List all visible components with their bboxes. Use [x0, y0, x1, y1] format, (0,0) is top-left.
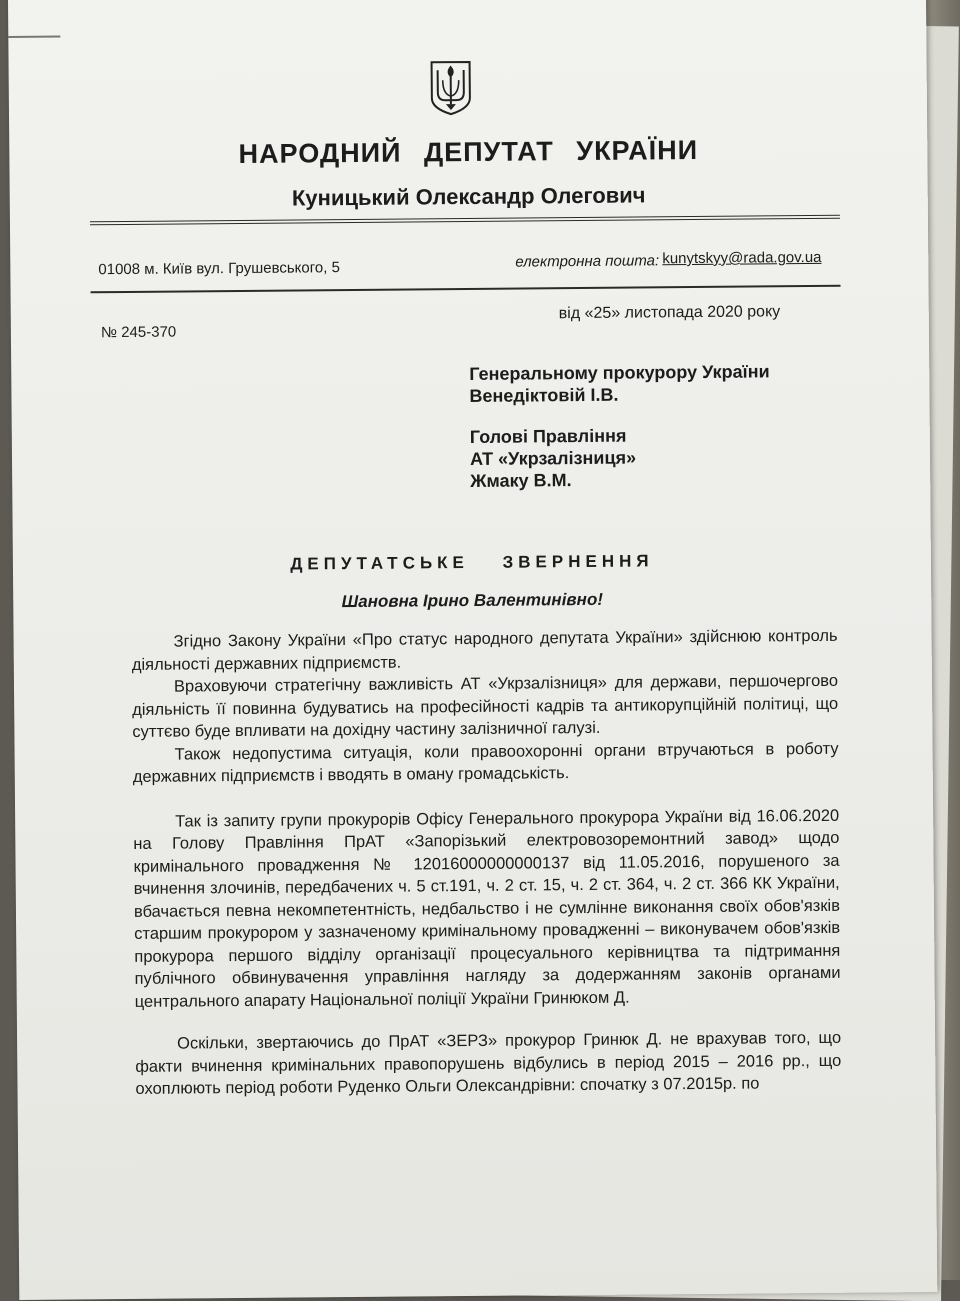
body-paragraph: Згідно Закону України «Про статус народного депутата України» здійснюю контроль діяльності державних підприємств. [131, 626, 838, 674]
recipient-line: Венедіктовій І.В. [469, 384, 619, 406]
recipients-block [469, 360, 770, 492]
body-paragraph: Так із запиту групи прокурорів Офісу Генерального прокурора України від 16.06.2020 на Голову Правління ПрАТ «Запорізький електровозоремонтний завод» щодо кримінального провадження № 12016000000000137 від 11.05.2016, порушеного за вчинення злочинів, передбачених ч. 5 ст.191, ч. 2 ст. 15, ч. 2 ст. 364, ч. 2 ст. 366 КК України, вбачається певна некомпетентність, недбальство і не сумлінне виконання своїх обов'язків старшим прокурором у зазначеному кримінальному провадженні – виконувачем обов'язків прокурора першого відділу організації процесуального керівництва та підтримання публічного обвинувачення управління нагляду за додержанням законів органами центрального апарату Національної поліції України Гринюком Д. [133, 806, 841, 1011]
letterhead-title: НАРОДНИЙ ДЕПУТАТ УКРАЇНИ [238, 134, 699, 169]
contact-bar [90, 215, 841, 294]
recipient-line: Генеральному прокурору України [469, 361, 770, 384]
body-paragraph: Оскільки, звертаючись до ПрАТ «ЗЕРЗ» прокурор Гринюк Д. не врахував того, що факти вчинення кримінальних правопорушень відбулись в період 2015 – 2016 рр., що охоплюють період роботи Руденко Ольги Олександрівни: спочатку з 07.2015р. по [135, 1028, 842, 1098]
document-number: № 245-370 [100, 323, 177, 342]
document-date: від «25» листопада 2020 року [558, 303, 781, 323]
recipient-line: Жмаку В.М. [470, 470, 572, 491]
document-type-heading: ДЕПУТАТСЬКЕ ЗВЕРНЕННЯ [290, 551, 654, 574]
salutation: Шановна Ірино Валентинівно! [341, 589, 604, 612]
recipient-line: Голові Правління [469, 425, 627, 447]
letter-page [8, 0, 937, 1300]
body-paragraph: Враховуючи стратегічну важливість АТ «Укрзалізниця» для держави, першочергово діяльність її повинна будуватись на професійності кадрів та антикорупційній політиці, що суттєво буде впливати на дохідну частину залізничної галузі. [132, 671, 839, 741]
deputy-name: Куницький Олександр Олегович [291, 182, 646, 211]
office-address: 01008 м. Київ вул. Грушевського, 5 [98, 259, 340, 279]
trident-icon [429, 58, 474, 116]
email-label: електронна пошта: [515, 252, 660, 271]
letter-body [132, 625, 842, 1101]
body-paragraph: Також недопустима ситуація, коли правоохоронні органи втручаються в роботу державних підприємств і вводять в оману громадськість. [132, 739, 839, 786]
crop-mark [8, 36, 60, 38]
email-link[interactable]: kunytskyy@rada.gov.ua [662, 248, 822, 268]
recipient-line: АТ «Укрзалізниця» [469, 447, 637, 469]
